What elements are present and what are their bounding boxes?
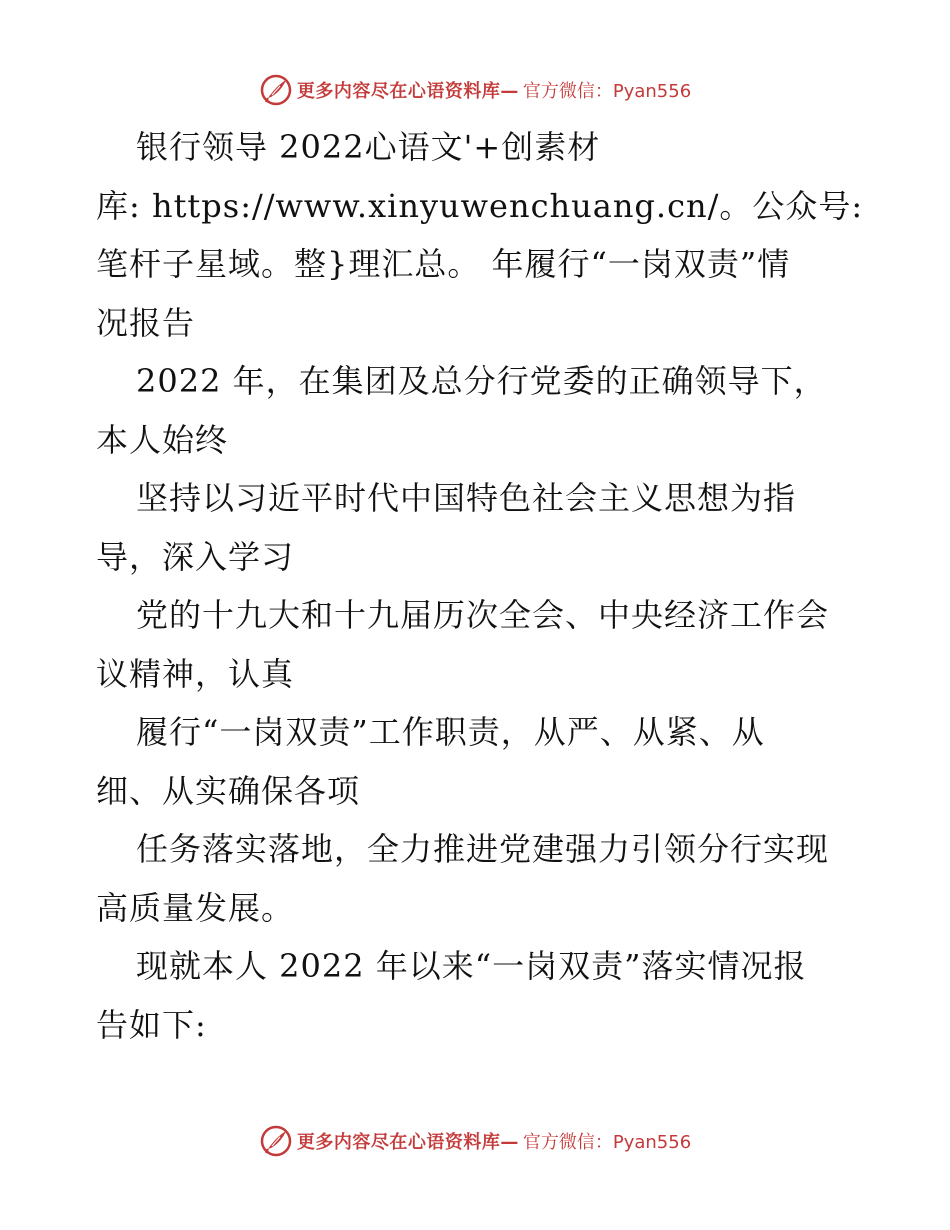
text-line: 坚持以习近平时代中国特色社会主义思想为指	[136, 479, 797, 517]
feather-pen-logo-icon	[259, 1124, 293, 1158]
text-line: 本人始终	[96, 420, 229, 459]
document-body	[96, 118, 864, 1054]
text-line: 党的十九大和十九届历次全会、中央经济工作会	[136, 596, 830, 634]
text-line: 2022 年，在集团及总分行党委的正确领导下，	[136, 362, 827, 400]
text-line: 导，深入学习	[96, 537, 295, 576]
promo-text: 更多内容尽在心语资料库—	[296, 1132, 519, 1153]
text-line: 议精神，认真	[96, 654, 295, 693]
footer-promo-banner	[0, 1121, 950, 1161]
text-line: 细、从实确保各项	[96, 771, 361, 810]
header-promo-banner	[0, 70, 950, 110]
text-line: 任务落实落地，全力推进党建强力引领分行实现	[136, 830, 830, 868]
wechat-contact: 官方微信：Pyan556	[522, 81, 692, 102]
text-line: 银行领导 2022心语文'+创素材	[136, 128, 601, 166]
text-line: 现就本人 2022 年以来“一岗双责”落实情况报	[136, 947, 807, 985]
text-line: 库: https://www.xinyuwenchuang.cn/。公众号:	[96, 186, 864, 225]
wechat-contact: 官方微信：Pyan556	[522, 1132, 692, 1153]
promo-text: 更多内容尽在心语资料库—	[296, 81, 519, 102]
text-line: 高质量发展。	[96, 888, 295, 927]
text-line: 履行“一岗双责”工作职责，从严、从紧、从	[136, 713, 765, 751]
text-line: 况报告	[96, 303, 196, 342]
feather-pen-logo-icon	[259, 73, 293, 107]
text-line: 笔杆子星域。整}理汇总。 年履行“一岗双责”情	[96, 245, 791, 283]
text-line: 告如下:	[96, 1005, 207, 1044]
